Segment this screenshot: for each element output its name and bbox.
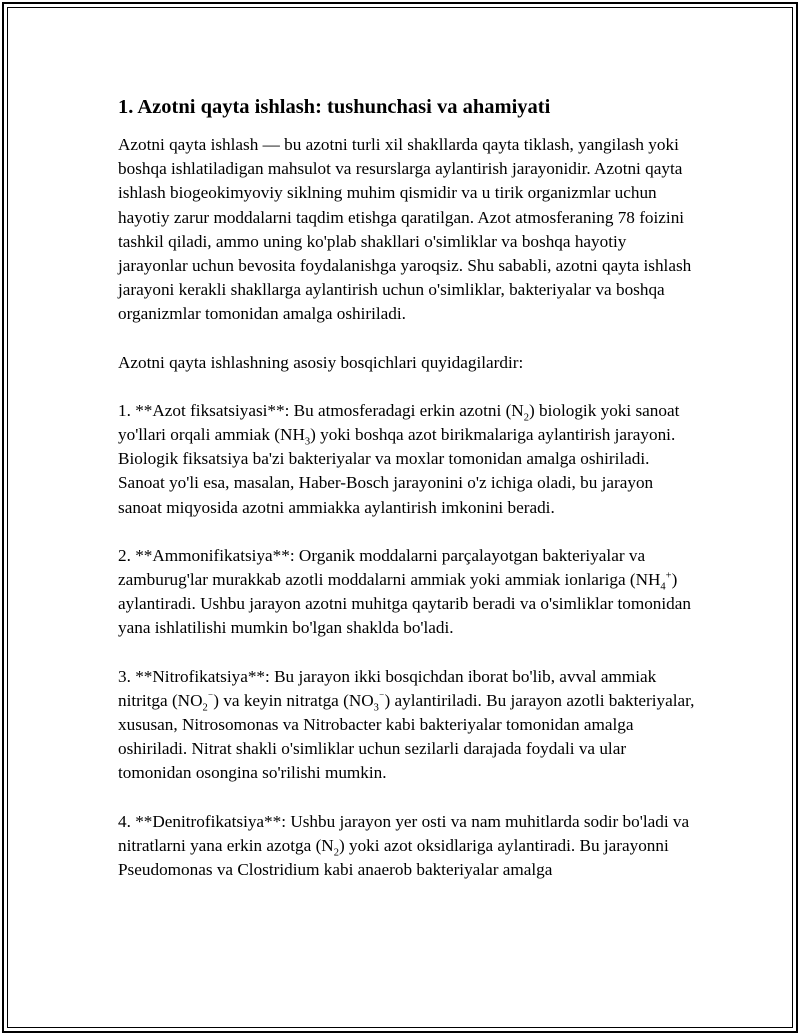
step-1-text-a: 1. **Azot fiksatsiyasi**: Bu atmosferadagi erkin azotni (N — [118, 400, 524, 420]
document-body — [118, 94, 698, 906]
section-heading: 1. Azotni qayta ishlash: tushunchasi va ahamiyati — [118, 96, 551, 118]
n2-subscript-2: 2 — [333, 847, 339, 859]
nh4-subscript: 4 — [660, 581, 666, 593]
nh4-charge-superscript: + — [665, 570, 672, 582]
step-1-text-c: ) yoki boshqa azot birikmalariga aylantirish jarayoni. Biologik fiksatsiya ba'zi bakteriyalar va moxlar tomonidan amalga oshiriladi. Sanoat yo'li esa, masalan, Haber-Bosch jarayonini o'z ichiga oladi, bu jarayon sanoat miqyosida azotni ammiakka aylantirish imkonini beradi. — [118, 425, 676, 517]
nh3-subscript: 3 — [304, 436, 311, 448]
stages-intro-paragraph: Azotni qayta ishlashning asosiy bosqichlari quyidagilardir: — [118, 352, 524, 372]
step-4-paragraph — [118, 810, 698, 883]
n2-subscript: 2 — [523, 412, 529, 424]
step-2-paragraph — [118, 544, 698, 641]
step-1-text-b: ) biologik yoki sanoat yo'llari orqali ammiak (NH — [118, 400, 680, 445]
step-3-paragraph — [118, 665, 698, 786]
no3-subscript: 3 — [373, 702, 379, 714]
no3-charge-superscript: ⁻ — [378, 691, 385, 703]
step-3-text-a: 3. **Nitrofikatsiya**: Bu jarayon ikki bosqichdan iborat bo'lib, avval ammiak nitritga (NO — [118, 666, 657, 710]
step-3-text-b: ) va keyin nitratga (NO — [213, 690, 374, 710]
no2-charge-superscript: ⁻ — [207, 691, 214, 703]
no2-subscript: 2 — [202, 702, 208, 714]
step-2-text-a: 2. **Ammonifikatsiya**: Organik moddalarni parçalayotgan bakteriyalar va zamburug'lar murakkab azotli moddalarni ammiak yoki ammiak ionlariga (NH — [118, 545, 661, 590]
step-1-paragraph — [118, 399, 698, 520]
step-2-text-b: ) aylantiradi. Ushbu jarayon azotni muhitga qaytarib beradi va o'simliklar tomonidan yana ishlatilishi mumkin bo'lgan shaklda bo'ladi. — [118, 570, 691, 638]
step-4-text-b: ) yoki azot oksidlariga aylantiradi. Bu jarayonni Pseudomonas va Clostridium kabi anaerob bakteriyalar amalga — [118, 835, 669, 880]
intro-paragraph: Azotni qayta ishlash — bu azotni turli xil shakllarda qayta tiklash, yangilash yoki boshqa ishlatiladigan mahsulot va resurslarga aylantirish jarayonidir. Azotni qayta ishlash biogeokimyoviy siklning muhim qismidir va u tirik organizmlar uchun hayotiy zarur moddalarni taqdim etishga qaratilgan. Azot atmosferaning 78 foizini tashkil qiladi, ammo uning ko'plab shakllari o'simliklar va boshqa hayotiy jarayonlar uchun bevosita foydalanishga yaroqsiz. Shu sababli, azotni qayta ishlash jarayoni kerakli shakllarga aylantirish uchun o'simliklar, bakteriyalar va boshqa organizmlar tomonidan amalga oshiriladi. — [118, 135, 692, 324]
step-3-text-c: ) aylantiriladi. Bu jarayon azotli bakteriyalar, xususan, Nitrosomonas va Nitrobacter kabi bakteriyalar tomonidan amalga oshiriladi. Nitrat shakli o'simliklar uchun sezilarli darajada foydali va ular tomonidan osongina so'rilishi mumkin. — [118, 690, 695, 783]
step-4-text-a: 4. **Denitrofikatsiya**: Ushbu jarayon yer osti va nam muhitlarda sodir bo'ladi va nitratlarni yana erkin azotga (N — [118, 811, 690, 855]
